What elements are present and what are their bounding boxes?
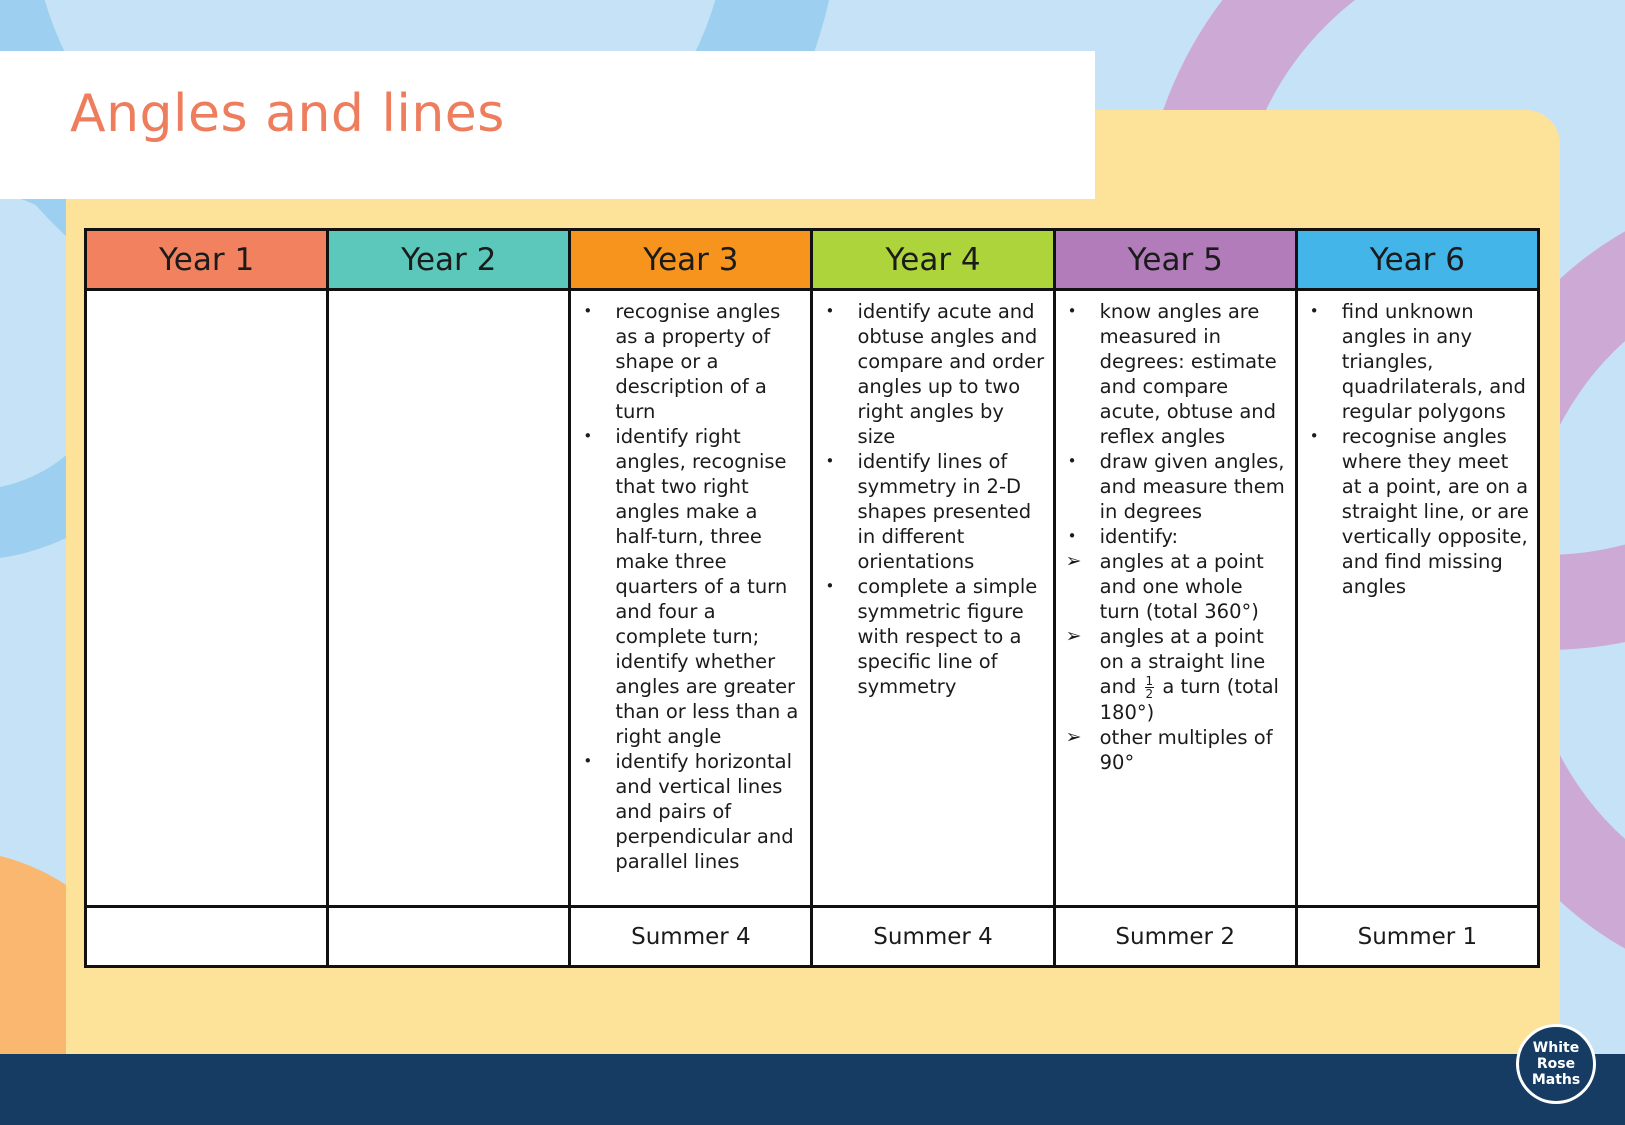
bullet-icon: •	[1067, 452, 1077, 470]
objective-item	[581, 749, 802, 874]
objective-item	[1066, 524, 1287, 549]
objective-item	[1308, 424, 1529, 599]
objectives-cell	[86, 290, 328, 907]
objectives-cell	[812, 290, 1054, 907]
term-cell	[328, 907, 570, 967]
objective-item	[1066, 449, 1287, 524]
objective-text: a turn (total 180°)	[1099, 675, 1279, 724]
bullet-icon: •	[583, 427, 593, 445]
term-cell: Summer 4	[812, 907, 1054, 967]
objective-text: identify:	[1099, 525, 1179, 548]
bullet-icon: •	[1309, 302, 1319, 320]
objectives-cell	[328, 290, 570, 907]
term-cell	[86, 907, 328, 967]
objective-text: recognise angles as a property of shape or a description of a turn	[615, 300, 781, 423]
term-cell: Summer 2	[1054, 907, 1296, 967]
objective-text: angles at a point on a straight line and	[1099, 625, 1266, 698]
objective-item	[823, 574, 1044, 699]
objective-item	[1066, 549, 1287, 624]
objective-item	[1308, 299, 1529, 424]
year-header-row	[86, 230, 1539, 290]
fraction-denominator: 2	[1145, 687, 1154, 701]
objective-text: other multiples of 90°	[1099, 726, 1273, 774]
objective-item	[581, 299, 802, 424]
objective-text: identify acute and obtuse angles and compare and order angles up to two right angles by size	[857, 300, 1045, 448]
white-rose-maths-logo	[1516, 1024, 1596, 1104]
bullet-icon: •	[825, 302, 835, 320]
objectives-cell	[570, 290, 812, 907]
objective-text: angles at a point and one whole turn (total 360°)	[1099, 550, 1264, 623]
objective-item	[1066, 624, 1287, 725]
page-title: Angles and lines	[70, 84, 505, 144]
arrow-bullet-icon: ➢	[1065, 625, 1082, 647]
fraction-numerator: 1	[1145, 674, 1154, 688]
bullet-icon: •	[825, 577, 835, 595]
year-header: Year 6	[1296, 230, 1538, 290]
objective-text: find unknown angles in any triangles, quadrilaterals, and regular polygons	[1341, 300, 1526, 423]
bullet-icon: •	[825, 452, 835, 470]
bullet-icon: •	[1309, 427, 1319, 445]
objective-item	[1066, 299, 1287, 449]
term-cell: Summer 1	[1296, 907, 1538, 967]
arrow-bullet-icon: ➢	[1065, 726, 1082, 748]
objectives-cell	[1054, 290, 1296, 907]
objective-item	[823, 299, 1044, 449]
footer-bar	[0, 1054, 1625, 1125]
objective-item	[823, 449, 1044, 574]
term-cell: Summer 4	[570, 907, 812, 967]
logo-text: White	[1532, 1040, 1580, 1056]
bullet-icon: •	[583, 752, 593, 770]
objectives-row	[86, 290, 1539, 907]
objective-text: identify lines of symmetry in 2-D shapes presented in different orientations	[857, 450, 1032, 573]
year-header: Year 1	[86, 230, 328, 290]
term-row	[86, 907, 1539, 967]
objective-text: identify right angles, recognise that two right angles make a half-turn, three make three quarters of a turn and four a complete turn; identify whether angles are greater than or less than a right angle	[615, 425, 799, 748]
objective-text: recognise angles where they meet at a point, are on a straight line, or are vertically opposite, and find missing angles	[1341, 425, 1529, 598]
bullet-icon: •	[1067, 302, 1077, 320]
logo-text: Rose	[1536, 1056, 1576, 1072]
year-header: Year 5	[1054, 230, 1296, 290]
logo-text: Maths	[1531, 1072, 1581, 1088]
objective-item	[1066, 725, 1287, 775]
year-header: Year 3	[570, 230, 812, 290]
fraction	[1145, 675, 1155, 700]
objective-text: draw given angles, and measure them in degrees	[1099, 450, 1285, 523]
objective-text: know angles are measured in degrees: estimate and compare acute, obtuse and reflex angles	[1099, 300, 1277, 448]
arrow-bullet-icon: ➢	[1065, 550, 1082, 572]
curriculum-table	[84, 228, 1540, 968]
year-header: Year 4	[812, 230, 1054, 290]
objective-text: complete a simple symmetric figure with respect to a specific line of symmetry	[857, 575, 1038, 698]
objectives-cell	[1296, 290, 1538, 907]
bullet-icon: •	[583, 302, 593, 320]
year-header: Year 2	[328, 230, 570, 290]
objective-text: identify horizontal and vertical lines and pairs of perpendicular and parallel lines	[615, 750, 794, 873]
bullet-icon: •	[1067, 527, 1077, 545]
objective-item	[581, 424, 802, 749]
